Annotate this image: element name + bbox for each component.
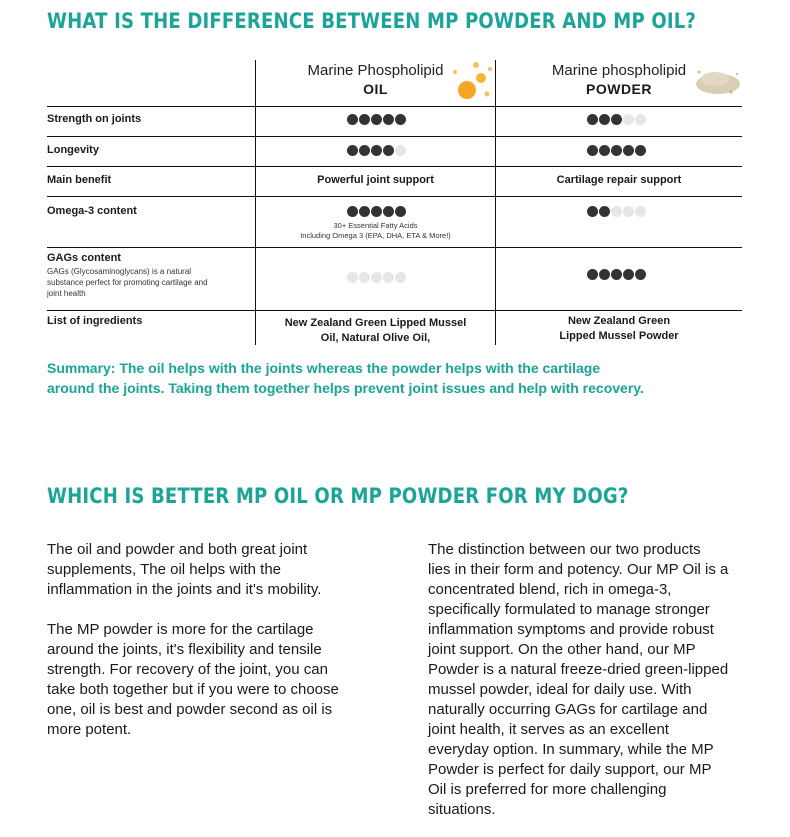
summary-line2: around the joints. Taking them together helps prevent joint issues and help with recovery.: [47, 380, 644, 396]
gags-desc-line2: substance perfect for promoting cartilage and: [47, 278, 208, 287]
rating-dot-filled: [599, 145, 610, 156]
paragraph-line: Oil is preferred for more challenging: [428, 781, 667, 798]
rating-dot-empty: [383, 272, 394, 283]
rating-dot-filled: [599, 114, 610, 125]
paragraph-line: inflammation symptoms and provide robust: [428, 621, 714, 638]
rating-dot-empty: [623, 114, 634, 125]
rating-longevity-oil: [347, 145, 406, 156]
paragraph-line: The distinction between our two products: [428, 541, 701, 558]
cell-main-benefit-oil: Powerful joint support: [317, 174, 434, 186]
column-header-oil-line1: Marine Phospholipid: [307, 62, 444, 79]
paragraph-line: lies in their form and potency. Our MP Oil is a: [428, 561, 729, 578]
summary-line1: Summary: The oil helps with the joints whereas the powder helps with the cartilage: [47, 360, 601, 376]
table-row-divider: [47, 136, 742, 137]
column-header-oil-line2: OIL: [363, 81, 388, 97]
paragraph-line: inflammation in the joints and it's mobility.: [47, 581, 322, 598]
row-label-main-benefit: Main benefit: [47, 174, 112, 186]
ingredients-oil-line1: New Zealand Green Lipped Mussel: [284, 317, 467, 329]
ingredients-oil-line2: Oil, Natural Olive Oil,: [320, 332, 431, 344]
rating-gags-oil: [347, 272, 406, 283]
right-paragraph-1: [428, 540, 773, 820]
paragraph-line: concentrated blend, rich in omega-3,: [428, 581, 672, 598]
rating-dot-filled: [371, 114, 382, 125]
rating-dot-filled: [359, 145, 370, 156]
table-divider: [255, 60, 256, 345]
paragraph-line: mussel powder, ideal for daily use. With: [428, 681, 692, 698]
rating-omega-oil: [347, 206, 406, 217]
rating-dot-empty: [623, 206, 634, 217]
paragraph-line: more potent.: [47, 721, 132, 738]
rating-dot-filled: [635, 145, 646, 156]
rating-strength-powder: [587, 114, 646, 125]
rating-dot-filled: [395, 206, 406, 217]
rating-dot-empty: [611, 206, 622, 217]
rating-dot-filled: [611, 114, 622, 125]
comparison-table: [47, 60, 742, 350]
rating-dot-empty: [347, 272, 358, 283]
gags-desc-line1: GAGs (Glycosaminoglycans) is a natural: [47, 267, 192, 276]
rating-dot-empty: [635, 114, 646, 125]
rating-dot-filled: [599, 206, 610, 217]
table-row-divider: [47, 196, 742, 197]
rating-dot-empty: [359, 272, 370, 283]
rating-gags-powder: [587, 269, 646, 280]
rating-dot-empty: [635, 206, 646, 217]
rating-dot-filled: [611, 269, 622, 280]
paragraph-line: one, oil is best and powder second as oil is: [47, 701, 333, 718]
rating-dot-filled: [623, 145, 634, 156]
column-header-powder-line2: POWDER: [586, 81, 652, 97]
rating-omega-powder: [587, 206, 646, 217]
row-label-gags: GAGs content: [47, 252, 121, 264]
rating-dot-filled: [347, 145, 358, 156]
rating-dot-filled: [587, 145, 598, 156]
cell-ingredients-powder: [496, 314, 742, 344]
paragraph-line: The MP powder is more for the cartilage: [47, 621, 314, 638]
rating-dot-filled: [371, 206, 382, 217]
paragraph-line: naturally occurring GAGs for cartilage and: [428, 701, 708, 718]
paragraph-line: Powder is perfect for daily support, our MP: [428, 761, 712, 778]
row-desc-gags: [47, 266, 247, 299]
omega-note-line1: 30+ Essential Fatty Acids: [333, 221, 418, 230]
paragraph-line: situations.: [428, 801, 496, 818]
left-paragraph-2: [47, 620, 387, 740]
paragraph-line: joint health, it serves as an excellent: [428, 721, 669, 738]
rating-dot-filled: [623, 269, 634, 280]
table-row-divider: [47, 310, 742, 311]
left-paragraph-1: [47, 540, 387, 600]
rating-dot-filled: [347, 114, 358, 125]
powder-pile-icon: [693, 62, 743, 98]
oil-droplets-icon: [447, 60, 495, 106]
row-label-omega: Omega-3 content: [47, 205, 137, 217]
paragraph-line: everyday option. In summary, while the MP: [428, 741, 714, 758]
table-row-divider: [47, 247, 742, 248]
ingredients-powder-line1: New Zealand Green: [567, 315, 671, 327]
rating-dot-filled: [611, 145, 622, 156]
paragraph-line: around the joints, it's flexibility and tensile: [47, 641, 322, 658]
paragraph-line: strength. For recovery of the joint, you can: [47, 661, 328, 678]
paragraph-line: The oil and powder and both great joint: [47, 541, 308, 558]
table-divider: [495, 60, 496, 345]
rating-dot-filled: [587, 114, 598, 125]
rating-dot-empty: [371, 272, 382, 283]
cell-omega-oil-note: [256, 221, 495, 241]
rating-dot-filled: [395, 114, 406, 125]
column-header-powder-line1: Marine phospholipid: [551, 62, 687, 79]
rating-dot-filled: [383, 114, 394, 125]
row-label-ingredients: List of ingredients: [47, 315, 143, 327]
rating-strength-oil: [347, 114, 406, 125]
table-row-divider: [47, 106, 742, 107]
rating-dot-filled: [359, 114, 370, 125]
row-label-strength: Strength on joints: [47, 113, 142, 125]
rating-dot-filled: [587, 269, 598, 280]
paragraph-line: Powder is a natural freeze-dried green-lipped: [428, 661, 729, 678]
rating-dot-filled: [383, 206, 394, 217]
row-label-longevity: Longevity: [47, 144, 99, 156]
rating-dot-filled: [599, 269, 610, 280]
rating-longevity-powder: [587, 145, 646, 156]
rating-dot-empty: [395, 145, 406, 156]
section-heading-better: WHICH IS BETTER MP OIL OR MP POWDER FOR MY DOG?: [47, 484, 629, 508]
paragraph-line: take both together but if you were to choose: [47, 681, 339, 698]
rating-dot-filled: [347, 206, 358, 217]
summary-text: [47, 358, 737, 398]
ingredients-powder-line2: Lipped Mussel Powder: [559, 330, 679, 342]
gags-desc-line3: joint health: [47, 289, 86, 298]
cell-main-benefit-powder: Cartilage repair support: [556, 174, 682, 186]
section-heading-difference: WHAT IS THE DIFFERENCE BETWEEN MP POWDER AND MP OIL?: [47, 9, 697, 33]
table-row-divider: [47, 166, 742, 167]
paragraph-line: supplements, The oil helps with the: [47, 561, 282, 578]
rating-dot-filled: [383, 145, 394, 156]
rating-dot-empty: [395, 272, 406, 283]
rating-dot-filled: [587, 206, 598, 217]
rating-dot-filled: [371, 145, 382, 156]
omega-note-line2: Including Omega 3 (EPA, DHA, ETA & More!): [300, 231, 451, 240]
paragraph-line: specifically formulated to manage stronger: [428, 601, 710, 618]
paragraph-line: joint support. On the other hand, our MP: [428, 641, 696, 658]
rating-dot-filled: [359, 206, 370, 217]
rating-dot-filled: [635, 269, 646, 280]
cell-ingredients-oil: [256, 316, 495, 346]
